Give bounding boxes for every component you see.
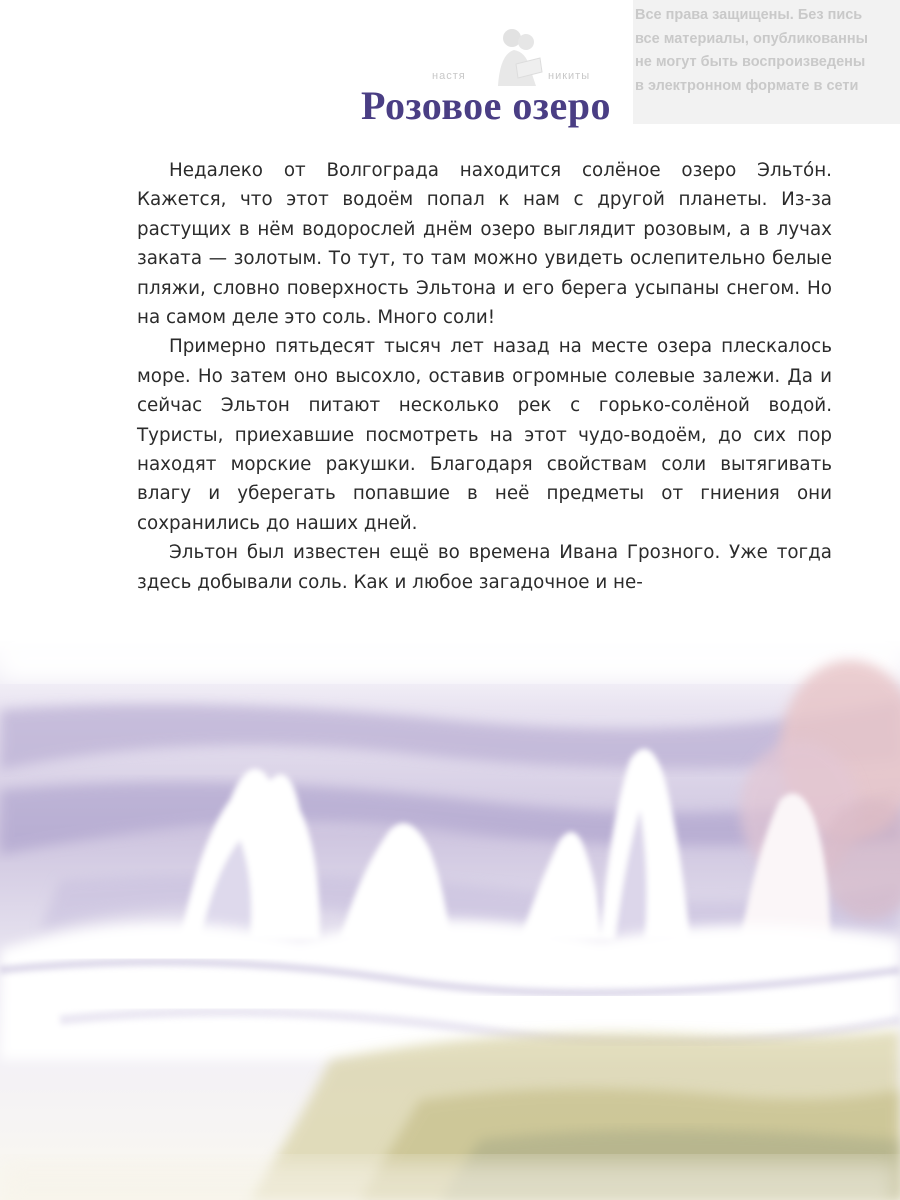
copyright-line: все материалы, опубликованны — [635, 30, 868, 47]
article-body — [137, 156, 832, 597]
salt-lake-illustration — [0, 640, 900, 1200]
copyright-line: не могут быть воспроизведены — [635, 54, 866, 70]
logo-left-text: настя — [432, 70, 466, 82]
page-title: Розовое озеро — [361, 83, 611, 128]
copyright-line: в электронном формате в сети — [635, 77, 859, 94]
paragraph: Примерно пятьдесят тысяч лет назад на месте озера плескалось море. Но затем оно высохло, оставив огромные солевые залежи. Да и сейчас Эльтон питают несколько рек с горько-солёной водой. Туристы, приехавшие посмотреть на этот чудо-водоём, до сих пор находят морские ракушки. Благодаря свойствам соли вытягивать влагу и уберегать попавшие в неё предметы от гниения они сохранились до наших дней. — [137, 336, 832, 534]
copyright-line: Все права защищены. Без пись — [635, 7, 863, 23]
paragraph: Эльтон был известен ещё во времена Ивана Грозного. Уже тогда здесь добывали соль. Как и любое загадочное и не- — [137, 542, 832, 593]
logo-right-text: никиты — [548, 70, 591, 82]
paragraph: Недалеко от Волгограда находится солёное озеро Эльто́н. Кажется, что этот водоём попал к нам с другой планеты. Из-за растущих в нём водорослей днём озеро выглядит розовым, а в лучах заката — золотым. То тут, то там можно увидеть ослепительно белые пляжи, словно поверхность Эльтона и его берега усыпаны снегом. Но на самом деле это соль. Много соли! — [137, 160, 832, 329]
